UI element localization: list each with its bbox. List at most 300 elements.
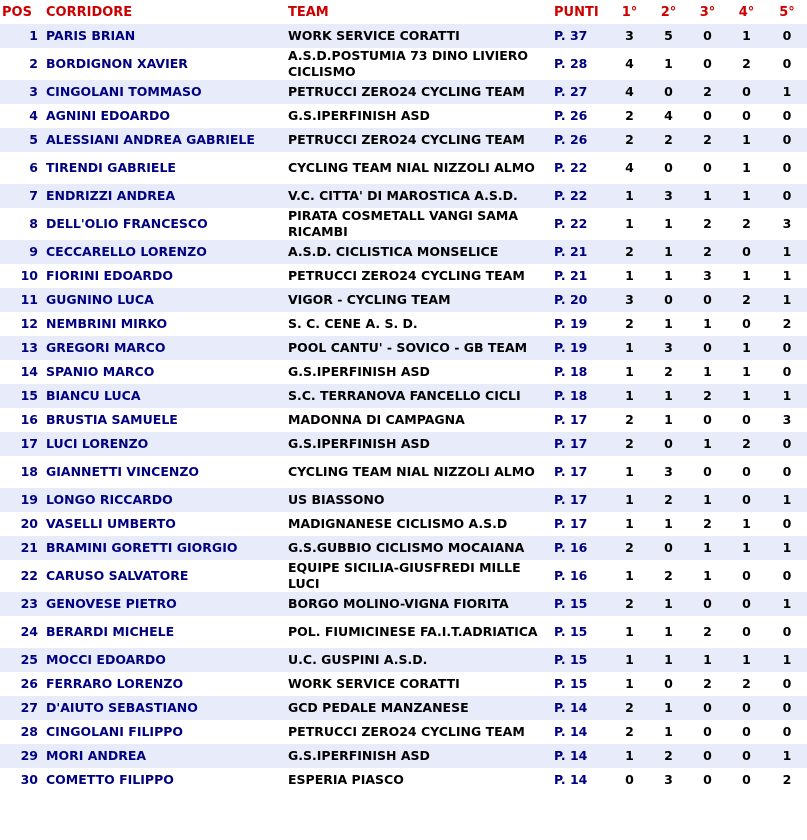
second-places: 0 bbox=[664, 436, 673, 451]
fifth-places: 3 bbox=[782, 412, 792, 427]
third-places: 0 bbox=[703, 724, 712, 739]
first-places: 1 bbox=[625, 268, 634, 283]
second-places: 0 bbox=[664, 540, 673, 555]
team-name: WORK SERVICE CORATTI bbox=[288, 676, 460, 691]
position-cell: 5 bbox=[29, 132, 38, 147]
fourth-places: 2 bbox=[742, 216, 751, 231]
position-cell: 7 bbox=[29, 188, 38, 203]
table-row bbox=[0, 648, 807, 672]
third-places: 1 bbox=[703, 188, 712, 203]
rider-name: LUCI LORENZO bbox=[46, 436, 149, 451]
position-cell: 23 bbox=[20, 596, 38, 611]
team-name: VIGOR - CYCLING TEAM bbox=[288, 292, 451, 307]
points-cell: P. 37 bbox=[554, 28, 588, 43]
rider-name: BORDIGNON XAVIER bbox=[46, 56, 188, 71]
rider-name: LONGO RICCARDO bbox=[46, 492, 173, 507]
position-cell: 2 bbox=[29, 56, 38, 71]
team-name: POOL CANTU' - SOVICO - GB TEAM bbox=[288, 340, 528, 355]
table-row bbox=[0, 48, 807, 80]
first-places: 0 bbox=[625, 772, 634, 787]
fourth-places: 1 bbox=[742, 388, 751, 403]
table-row bbox=[0, 512, 807, 536]
position-cell: 6 bbox=[29, 160, 38, 175]
fifth-places: 1 bbox=[782, 388, 792, 403]
table-row bbox=[0, 768, 807, 792]
header-third: 3° bbox=[699, 4, 716, 20]
first-places: 1 bbox=[625, 364, 634, 379]
header-fourth: 4° bbox=[738, 4, 755, 20]
position-cell: 19 bbox=[20, 492, 38, 507]
position-cell: 11 bbox=[20, 292, 38, 307]
second-places: 1 bbox=[664, 244, 673, 259]
points-cell: P. 15 bbox=[554, 652, 588, 667]
first-places: 1 bbox=[625, 652, 634, 667]
team-name: A.S.D.POSTUMIA 73 DINO LIVIERO CICLISMO bbox=[288, 48, 529, 79]
rider-name: BIANCU LUCA bbox=[46, 388, 141, 403]
team-name: ESPERIA PIASCO bbox=[288, 772, 404, 787]
points-cell: P. 19 bbox=[554, 316, 588, 331]
rider-name: CINGOLANI TOMMASO bbox=[46, 84, 202, 99]
rider-name: MORI ANDREA bbox=[46, 748, 147, 763]
table-row bbox=[0, 432, 807, 456]
third-places: 2 bbox=[703, 132, 712, 147]
points-cell: P. 15 bbox=[554, 676, 588, 691]
second-places: 1 bbox=[664, 516, 673, 531]
first-places: 2 bbox=[625, 436, 634, 451]
header-punti: PUNTI bbox=[554, 4, 599, 20]
second-places: 0 bbox=[664, 292, 673, 307]
rider-name: ENDRIZZI ANDREA bbox=[46, 188, 176, 203]
points-cell: P. 22 bbox=[554, 188, 588, 203]
fifth-places: 0 bbox=[782, 108, 792, 123]
third-places: 0 bbox=[703, 700, 712, 715]
second-places: 2 bbox=[664, 748, 673, 763]
fourth-places: 0 bbox=[742, 244, 751, 259]
third-places: 1 bbox=[703, 364, 712, 379]
second-places: 4 bbox=[664, 108, 673, 123]
team-name: PETRUCCI ZERO24 CYCLING TEAM bbox=[288, 268, 525, 283]
first-places: 1 bbox=[625, 748, 634, 763]
position-cell: 4 bbox=[29, 108, 38, 123]
table-row bbox=[0, 456, 807, 488]
rider-name: VASELLI UMBERTO bbox=[46, 516, 176, 531]
fifth-places: 0 bbox=[782, 624, 792, 639]
fifth-places: 0 bbox=[782, 340, 792, 355]
fourth-places: 0 bbox=[742, 624, 751, 639]
table-row bbox=[0, 152, 807, 184]
fifth-places: 0 bbox=[782, 160, 792, 175]
first-places: 2 bbox=[625, 724, 634, 739]
first-places: 3 bbox=[625, 292, 634, 307]
position-cell: 12 bbox=[20, 316, 38, 331]
team-name: GCD PEDALE MANZANESE bbox=[288, 700, 469, 715]
table-row bbox=[0, 488, 807, 512]
fifth-places: 1 bbox=[782, 84, 792, 99]
team-name: WORK SERVICE CORATTI bbox=[288, 28, 460, 43]
fourth-places: 0 bbox=[742, 748, 751, 763]
points-cell: P. 15 bbox=[554, 624, 588, 639]
second-places: 1 bbox=[664, 700, 673, 715]
points-cell: P. 17 bbox=[554, 412, 588, 427]
third-places: 2 bbox=[703, 244, 712, 259]
points-cell: P. 26 bbox=[554, 108, 588, 123]
first-places: 2 bbox=[625, 132, 634, 147]
third-places: 0 bbox=[703, 748, 712, 763]
points-cell: P. 17 bbox=[554, 436, 588, 451]
first-places: 1 bbox=[625, 216, 634, 231]
position-cell: 1 bbox=[29, 28, 38, 43]
rider-name: FIORINI EDOARDO bbox=[46, 268, 174, 283]
first-places: 1 bbox=[625, 568, 634, 583]
standings-body bbox=[0, 24, 807, 792]
rider-name: ALESSIANI ANDREA GABRIELE bbox=[46, 132, 255, 147]
points-cell: P. 19 bbox=[554, 340, 588, 355]
table-row bbox=[0, 208, 807, 240]
third-places: 0 bbox=[703, 292, 712, 307]
fifth-places: 0 bbox=[782, 436, 792, 451]
team-name: MADONNA DI CAMPAGNA bbox=[288, 412, 465, 427]
fourth-places: 0 bbox=[742, 464, 751, 479]
fourth-places: 2 bbox=[742, 676, 751, 691]
fifth-places: 1 bbox=[782, 596, 792, 611]
first-places: 1 bbox=[625, 388, 634, 403]
fourth-places: 1 bbox=[742, 540, 751, 555]
fifth-places: 0 bbox=[782, 676, 792, 691]
fifth-places: 0 bbox=[782, 56, 792, 71]
fifth-places: 0 bbox=[782, 700, 792, 715]
rider-name: DELL'OLIO FRANCESCO bbox=[46, 216, 208, 231]
table-row bbox=[0, 360, 807, 384]
rider-name: FERRARO LORENZO bbox=[46, 676, 184, 691]
third-places: 0 bbox=[703, 28, 712, 43]
position-cell: 10 bbox=[20, 268, 38, 283]
first-places: 1 bbox=[625, 464, 634, 479]
third-places: 0 bbox=[703, 56, 712, 71]
points-cell: P. 14 bbox=[554, 748, 588, 763]
table-row bbox=[0, 672, 807, 696]
third-places: 2 bbox=[703, 216, 712, 231]
team-name: S. C. CENE A. S. D. bbox=[288, 316, 418, 331]
position-cell: 25 bbox=[20, 652, 38, 667]
third-places: 0 bbox=[703, 160, 712, 175]
fourth-places: 2 bbox=[742, 436, 751, 451]
points-cell: P. 21 bbox=[554, 268, 588, 283]
second-places: 3 bbox=[664, 464, 673, 479]
team-name: PETRUCCI ZERO24 CYCLING TEAM bbox=[288, 132, 525, 147]
position-cell: 8 bbox=[29, 216, 38, 231]
rider-name: TIRENDI GABRIELE bbox=[46, 160, 176, 175]
second-places: 0 bbox=[664, 676, 673, 691]
third-places: 1 bbox=[703, 652, 712, 667]
rider-name: GUGNINO LUCA bbox=[46, 292, 154, 307]
position-cell: 18 bbox=[20, 464, 38, 479]
first-places: 2 bbox=[625, 108, 634, 123]
first-places: 4 bbox=[625, 84, 634, 99]
table-row bbox=[0, 696, 807, 720]
fourth-places: 0 bbox=[742, 316, 751, 331]
fifth-places: 1 bbox=[782, 652, 792, 667]
table-row bbox=[0, 128, 807, 152]
table-row bbox=[0, 288, 807, 312]
header-first: 1° bbox=[621, 4, 638, 20]
third-places: 2 bbox=[703, 676, 712, 691]
team-name: PIRATA COSMETALL VANGI SAMA RICAMBI bbox=[288, 208, 519, 239]
second-places: 1 bbox=[664, 56, 673, 71]
table-row bbox=[0, 720, 807, 744]
third-places: 0 bbox=[703, 596, 712, 611]
table-row bbox=[0, 336, 807, 360]
third-places: 1 bbox=[703, 540, 712, 555]
team-name: G.S.IPERFINISH ASD bbox=[288, 436, 430, 451]
first-places: 1 bbox=[625, 676, 634, 691]
second-places: 1 bbox=[664, 724, 673, 739]
table-row bbox=[0, 560, 807, 592]
fourth-places: 1 bbox=[742, 340, 751, 355]
fifth-places: 1 bbox=[782, 244, 792, 259]
third-places: 1 bbox=[703, 436, 712, 451]
position-cell: 29 bbox=[20, 748, 38, 763]
fourth-places: 0 bbox=[742, 700, 751, 715]
team-name: S.C. TERRANOVA FANCELLO CICLI bbox=[288, 388, 521, 403]
second-places: 1 bbox=[664, 216, 673, 231]
points-cell: P. 15 bbox=[554, 596, 588, 611]
rider-name: CECCARELLO LORENZO bbox=[46, 244, 207, 259]
fifth-places: 2 bbox=[782, 316, 792, 331]
first-places: 3 bbox=[625, 28, 634, 43]
position-cell: 17 bbox=[20, 436, 38, 451]
first-places: 4 bbox=[625, 160, 634, 175]
second-places: 3 bbox=[664, 772, 673, 787]
fifth-places: 0 bbox=[782, 464, 792, 479]
first-places: 1 bbox=[625, 340, 634, 355]
points-cell: P. 17 bbox=[554, 464, 588, 479]
rider-name: D'AIUTO SEBASTIANO bbox=[46, 700, 198, 715]
position-cell: 30 bbox=[20, 772, 38, 787]
position-cell: 3 bbox=[29, 84, 38, 99]
fourth-places: 0 bbox=[742, 84, 751, 99]
points-cell: P. 17 bbox=[554, 516, 588, 531]
position-cell: 16 bbox=[20, 412, 38, 427]
team-name: G.S.IPERFINISH ASD bbox=[288, 108, 430, 123]
position-cell: 24 bbox=[20, 624, 38, 639]
position-cell: 28 bbox=[20, 724, 38, 739]
team-name: EQUIPE SICILIA-GIUSFREDI MILLE LUCI bbox=[288, 560, 521, 591]
points-cell: P. 27 bbox=[554, 84, 588, 99]
first-places: 2 bbox=[625, 540, 634, 555]
table-row bbox=[0, 616, 807, 648]
third-places: 1 bbox=[703, 316, 712, 331]
points-cell: P. 18 bbox=[554, 388, 588, 403]
points-cell: P. 22 bbox=[554, 216, 588, 231]
third-places: 1 bbox=[703, 492, 712, 507]
fourth-places: 1 bbox=[742, 268, 751, 283]
team-name: PETRUCCI ZERO24 CYCLING TEAM bbox=[288, 724, 525, 739]
fourth-places: 0 bbox=[742, 568, 751, 583]
rider-name: CINGOLANI FILIPPO bbox=[46, 724, 184, 739]
points-cell: P. 21 bbox=[554, 244, 588, 259]
fourth-places: 1 bbox=[742, 188, 751, 203]
table-row bbox=[0, 312, 807, 336]
first-places: 2 bbox=[625, 596, 634, 611]
first-places: 2 bbox=[625, 244, 634, 259]
table-row bbox=[0, 24, 807, 48]
header-name: CORRIDORE bbox=[46, 4, 133, 20]
team-name: G.S.GUBBIO CICLISMO MOCAIANA bbox=[288, 540, 525, 555]
rider-name: GENOVESE PIETRO bbox=[46, 596, 177, 611]
points-cell: P. 16 bbox=[554, 540, 588, 555]
rider-name: SPANIO MARCO bbox=[46, 364, 155, 379]
first-places: 4 bbox=[625, 56, 634, 71]
rider-name: NEMBRINI MIRKO bbox=[46, 316, 168, 331]
fourth-places: 1 bbox=[742, 28, 751, 43]
team-name: BORGO MOLINO-VIGNA FIORITA bbox=[288, 596, 509, 611]
second-places: 2 bbox=[664, 492, 673, 507]
fifth-places: 0 bbox=[782, 724, 792, 739]
second-places: 3 bbox=[664, 340, 673, 355]
header-fifth: 5° bbox=[779, 4, 795, 20]
first-places: 1 bbox=[625, 516, 634, 531]
team-name: CYCLING TEAM NIAL NIZZOLI ALMO bbox=[288, 160, 535, 175]
position-cell: 15 bbox=[20, 388, 38, 403]
third-places: 0 bbox=[703, 772, 712, 787]
rider-name: CARUSO SALVATORE bbox=[46, 568, 189, 583]
fifth-places: 1 bbox=[782, 292, 792, 307]
fourth-places: 2 bbox=[742, 56, 751, 71]
points-cell: P. 16 bbox=[554, 568, 588, 583]
second-places: 1 bbox=[664, 412, 673, 427]
first-places: 1 bbox=[625, 624, 634, 639]
fourth-places: 1 bbox=[742, 652, 751, 667]
first-places: 2 bbox=[625, 700, 634, 715]
fourth-places: 1 bbox=[742, 516, 751, 531]
second-places: 1 bbox=[664, 596, 673, 611]
fifth-places: 1 bbox=[782, 540, 792, 555]
rider-name: BRAMINI GORETTI GIORGIO bbox=[46, 540, 238, 555]
rider-name: MOCCI EDOARDO bbox=[46, 652, 166, 667]
third-places: 0 bbox=[703, 412, 712, 427]
fourth-places: 0 bbox=[742, 772, 751, 787]
header-second: 2° bbox=[660, 4, 677, 20]
third-places: 2 bbox=[703, 84, 712, 99]
fourth-places: 0 bbox=[742, 492, 751, 507]
first-places: 1 bbox=[625, 188, 634, 203]
rider-name: BRUSTIA SAMUELE bbox=[46, 412, 178, 427]
points-cell: P. 14 bbox=[554, 724, 588, 739]
rider-name: PARIS BRIAN bbox=[46, 28, 136, 43]
fifth-places: 0 bbox=[782, 28, 792, 43]
second-places: 1 bbox=[664, 652, 673, 667]
position-cell: 26 bbox=[20, 676, 38, 691]
second-places: 2 bbox=[664, 568, 673, 583]
points-cell: P. 28 bbox=[554, 56, 588, 71]
second-places: 1 bbox=[664, 624, 673, 639]
second-places: 5 bbox=[664, 28, 673, 43]
points-cell: P. 14 bbox=[554, 700, 588, 715]
team-name: V.C. CITTA' DI MAROSTICA A.S.D. bbox=[288, 188, 518, 203]
third-places: 2 bbox=[703, 516, 712, 531]
fifth-places: 2 bbox=[782, 772, 792, 787]
rider-name: AGNINI EDOARDO bbox=[46, 108, 171, 123]
table-row bbox=[0, 384, 807, 408]
position-cell: 9 bbox=[29, 244, 38, 259]
fourth-places: 0 bbox=[742, 596, 751, 611]
third-places: 0 bbox=[703, 464, 712, 479]
team-name: U.C. GUSPINI A.S.D. bbox=[288, 652, 428, 667]
third-places: 1 bbox=[703, 568, 712, 583]
header-pos: POS bbox=[2, 4, 32, 20]
points-cell: P. 20 bbox=[554, 292, 588, 307]
fifth-places: 0 bbox=[782, 516, 792, 531]
third-places: 0 bbox=[703, 340, 712, 355]
first-places: 1 bbox=[625, 492, 634, 507]
fourth-places: 0 bbox=[742, 724, 751, 739]
fifth-places: 1 bbox=[782, 492, 792, 507]
fifth-places: 0 bbox=[782, 132, 792, 147]
team-name: A.S.D. CICLISTICA MONSELICE bbox=[288, 244, 499, 259]
rider-name: GREGORI MARCO bbox=[46, 340, 166, 355]
fifth-places: 1 bbox=[782, 748, 792, 763]
points-cell: P. 26 bbox=[554, 132, 588, 147]
fourth-places: 0 bbox=[742, 108, 751, 123]
second-places: 1 bbox=[664, 388, 673, 403]
third-places: 2 bbox=[703, 624, 712, 639]
table-row bbox=[0, 240, 807, 264]
position-cell: 27 bbox=[20, 700, 38, 715]
third-places: 2 bbox=[703, 388, 712, 403]
position-cell: 13 bbox=[20, 340, 38, 355]
team-name: PETRUCCI ZERO24 CYCLING TEAM bbox=[288, 84, 525, 99]
team-name: POL. FIUMICINESE FA.I.T.ADRIATICA bbox=[288, 624, 538, 639]
team-name: CYCLING TEAM NIAL NIZZOLI ALMO bbox=[288, 464, 535, 479]
points-cell: P. 22 bbox=[554, 160, 588, 175]
rider-name: BERARDI MICHELE bbox=[46, 624, 175, 639]
points-cell: P. 18 bbox=[554, 364, 588, 379]
position-cell: 21 bbox=[20, 540, 38, 555]
fourth-places: 1 bbox=[742, 132, 751, 147]
table-row bbox=[0, 104, 807, 128]
third-places: 3 bbox=[703, 268, 712, 283]
second-places: 2 bbox=[664, 132, 673, 147]
team-name: G.S.IPERFINISH ASD bbox=[288, 748, 430, 763]
points-cell: P. 14 bbox=[554, 772, 588, 787]
second-places: 2 bbox=[664, 364, 673, 379]
fifth-places: 0 bbox=[782, 568, 792, 583]
points-cell: P. 17 bbox=[554, 492, 588, 507]
table-row bbox=[0, 408, 807, 432]
rider-name: GIANNETTI VINCENZO bbox=[46, 464, 200, 479]
second-places: 1 bbox=[664, 268, 673, 283]
table-row bbox=[0, 184, 807, 208]
header-team: TEAM bbox=[288, 4, 329, 20]
third-places: 0 bbox=[703, 108, 712, 123]
position-cell: 14 bbox=[20, 364, 38, 379]
fourth-places: 1 bbox=[742, 364, 751, 379]
table-row bbox=[0, 264, 807, 288]
team-name: US BIASSONO bbox=[288, 492, 385, 507]
fifth-places: 0 bbox=[782, 188, 792, 203]
fifth-places: 0 bbox=[782, 364, 792, 379]
fifth-places: 1 bbox=[782, 268, 792, 283]
fifth-places: 3 bbox=[782, 216, 792, 231]
second-places: 0 bbox=[664, 160, 673, 175]
first-places: 2 bbox=[625, 316, 634, 331]
position-cell: 20 bbox=[20, 516, 38, 531]
position-cell: 22 bbox=[20, 568, 38, 583]
second-places: 3 bbox=[664, 188, 673, 203]
fourth-places: 1 bbox=[742, 160, 751, 175]
table-row bbox=[0, 536, 807, 560]
fourth-places: 2 bbox=[742, 292, 751, 307]
